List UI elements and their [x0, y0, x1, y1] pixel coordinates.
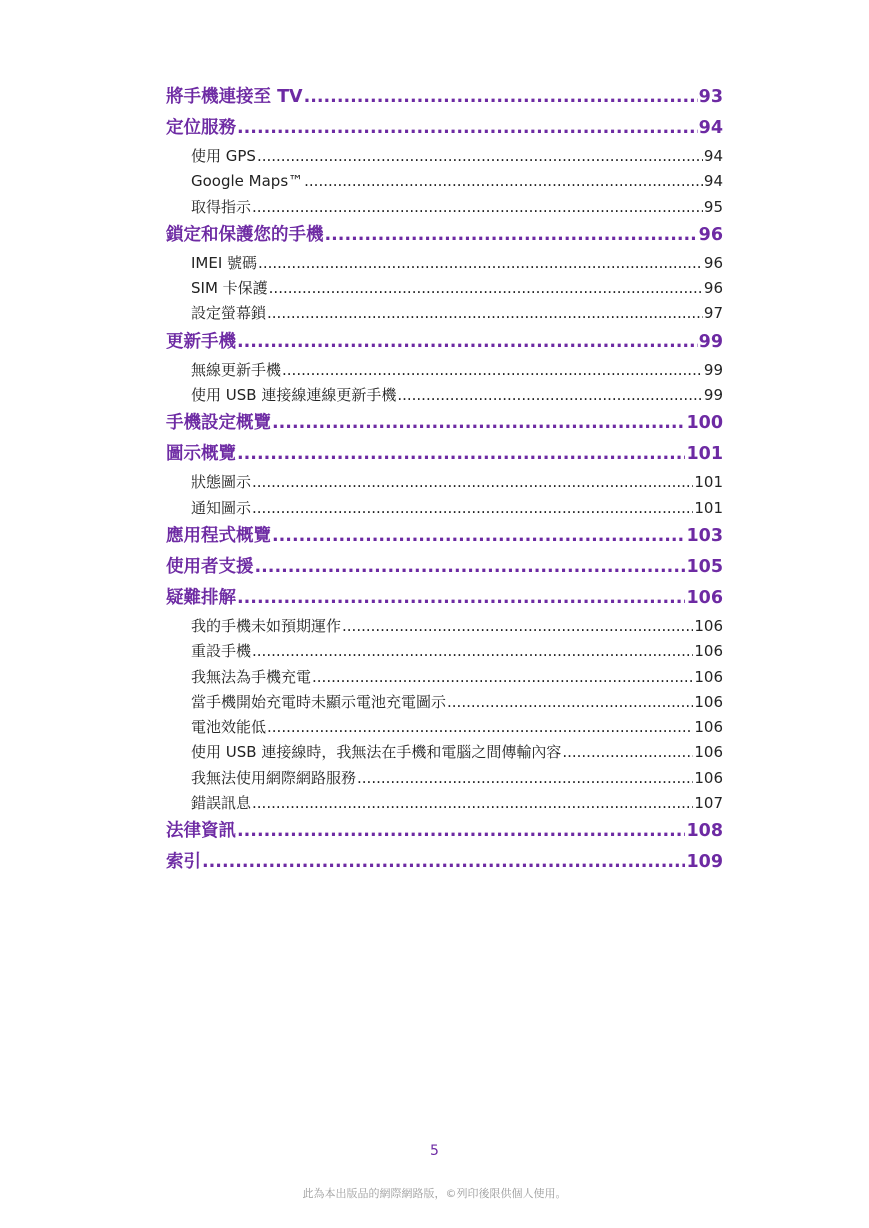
toc-section-entry[interactable]: [166, 715, 723, 740]
toc-entry-page: 106: [694, 616, 723, 635]
toc-chapter-entry[interactable]: [166, 439, 723, 470]
dot-leader: [237, 439, 685, 470]
toc-section-entry[interactable]: [166, 766, 723, 791]
toc-entry-title: 使用 USB 連接線連線更新手機: [191, 386, 397, 405]
dot-leader: [202, 847, 685, 878]
toc-section-entry[interactable]: [166, 665, 723, 690]
toc-entry-page: 94: [698, 118, 723, 138]
toc-entry-page: 100: [686, 413, 723, 434]
toc-entry-title: 我無法使用網際網路服務: [191, 768, 357, 787]
toc-entry-title: 更新手機: [166, 331, 236, 352]
toc-entry-title: 手機設定概覽: [166, 413, 271, 434]
toc-entry-page: 101: [694, 498, 723, 517]
toc-entry-page: 101: [686, 444, 723, 465]
toc-entry-title: 錯誤訊息: [191, 794, 252, 813]
table-of-contents: [166, 82, 723, 878]
toc-entry-page: 106: [694, 642, 723, 661]
dot-leader: [237, 327, 698, 358]
dot-leader: [258, 251, 703, 276]
toc-entry-page: 96: [703, 279, 723, 298]
toc-section-entry[interactable]: [166, 639, 723, 664]
dot-leader: [357, 766, 693, 791]
toc-entry-title: 使用 USB 連接線時，我無法在手機和電腦之間傳輸內容: [191, 743, 562, 762]
dot-leader: [325, 220, 698, 251]
toc-entry-title: 將手機連接至 TV: [166, 87, 303, 107]
toc-entry-title: 鎖定和保護您的手機: [166, 224, 324, 245]
toc-chapter-entry[interactable]: [166, 82, 723, 113]
toc-entry-title: 我的手機未如預期運作: [191, 616, 342, 635]
toc-entry-page: 95: [703, 197, 723, 216]
toc-entry-page: 99: [703, 360, 723, 379]
toc-entry-page: 96: [703, 253, 723, 272]
toc-section-entry[interactable]: [166, 144, 723, 169]
dot-leader: [342, 614, 693, 639]
toc-entry-title: 電池效能低: [191, 718, 267, 737]
toc-entry-title: 重設手機: [191, 642, 252, 661]
toc-section-entry[interactable]: [166, 383, 723, 408]
toc-entry-title: 定位服務: [166, 118, 236, 138]
toc-entry-page: 106: [694, 743, 723, 762]
toc-section-entry[interactable]: [166, 301, 723, 326]
page-number: 5: [430, 1143, 439, 1159]
toc-section-entry[interactable]: [166, 690, 723, 715]
dot-leader: [269, 276, 703, 301]
dot-leader: [252, 639, 693, 664]
toc-section-entry[interactable]: [166, 470, 723, 495]
toc-chapter-entry[interactable]: [166, 552, 723, 583]
dot-leader: [267, 301, 703, 326]
toc-section-entry[interactable]: [166, 195, 723, 220]
toc-entry-title: 狀態圖示: [191, 473, 252, 492]
dot-leader: [252, 496, 693, 521]
dot-leader: [272, 521, 685, 552]
toc-entry-page: 109: [686, 852, 723, 873]
toc-entry-page: 94: [703, 147, 723, 165]
toc-entry-title: 索引: [166, 852, 201, 873]
toc-entry-title: 當手機開始充電時未顯示電池充電圖示: [191, 692, 447, 711]
dot-leader: [267, 715, 693, 740]
dot-leader: [562, 740, 693, 765]
toc-entry-page: 106: [686, 587, 723, 608]
toc-entry-title: Google Maps™: [191, 172, 304, 191]
dot-leader: [257, 144, 703, 169]
toc-entry-title: 使用者支援: [166, 556, 254, 577]
footer-note: 此為本出版品的網際網路版，©列印後限供個人使用。: [302, 1187, 567, 1200]
toc-section-entry[interactable]: [166, 740, 723, 765]
toc-entry-title: 圖示概覽: [166, 444, 236, 465]
toc-entry-page: 99: [698, 331, 723, 352]
dot-leader: [397, 383, 703, 408]
dot-leader: [252, 195, 703, 220]
toc-chapter-entry[interactable]: [166, 327, 723, 358]
toc-chapter-entry[interactable]: [166, 521, 723, 552]
toc-chapter-entry[interactable]: [166, 583, 723, 614]
toc-entry-page: 106: [694, 718, 723, 737]
toc-entry-page: 94: [703, 172, 723, 191]
toc-section-entry[interactable]: [166, 358, 723, 383]
toc-entry-page: 96: [698, 224, 723, 245]
toc-entry-title: 應用程式概覽: [166, 525, 271, 546]
toc-entry-page: 105: [686, 556, 723, 577]
toc-entry-page: 106: [694, 692, 723, 711]
toc-entry-page: 99: [703, 386, 723, 405]
toc-section-entry[interactable]: [166, 791, 723, 816]
toc-chapter-entry[interactable]: [166, 220, 723, 251]
dot-leader: [255, 552, 686, 583]
dot-leader: [272, 408, 685, 439]
toc-entry-title: SIM 卡保護: [191, 279, 268, 298]
toc-entry-title: 疑難排解: [166, 587, 236, 608]
toc-section-entry[interactable]: [166, 276, 723, 301]
toc-entry-page: 108: [686, 821, 723, 842]
dot-leader: [282, 358, 703, 383]
dot-leader: [304, 82, 698, 113]
dot-leader: [252, 470, 693, 495]
dot-leader: [237, 583, 685, 614]
toc-entry-page: 103: [686, 525, 723, 546]
toc-entry-title: 通知圖示: [191, 498, 252, 517]
toc-chapter-entry[interactable]: [166, 113, 723, 144]
dot-leader: [447, 690, 693, 715]
toc-entry-title: 無線更新手機: [191, 360, 282, 379]
toc-entry-page: 97: [703, 304, 723, 323]
toc-chapter-entry[interactable]: [166, 816, 723, 847]
toc-entry-title: 設定螢幕鎖: [191, 304, 267, 323]
toc-entry-title: 法律資訊: [166, 821, 236, 842]
dot-leader: [252, 791, 693, 816]
dot-leader: [312, 665, 693, 690]
toc-entry-page: 106: [694, 667, 723, 686]
dot-leader: [304, 169, 703, 194]
toc-entry-page: 93: [698, 87, 723, 107]
toc-entry-title: 取得指示: [191, 197, 252, 216]
toc-section-entry[interactable]: [166, 496, 723, 521]
toc-section-entry[interactable]: [166, 614, 723, 639]
toc-entry-page: 107: [694, 794, 723, 813]
toc-section-entry[interactable]: [166, 169, 723, 194]
toc-section-entry[interactable]: [166, 251, 723, 276]
toc-entry-title: 我無法為手機充電: [191, 667, 312, 686]
toc-chapter-entry[interactable]: [166, 847, 723, 878]
toc-chapter-entry[interactable]: [166, 408, 723, 439]
dot-leader: [237, 816, 685, 847]
toc-entry-page: 106: [694, 768, 723, 787]
dot-leader: [237, 113, 698, 144]
toc-entry-title: IMEI 號碼: [191, 253, 258, 272]
toc-entry-page: 101: [694, 473, 723, 492]
toc-entry-title: 使用 GPS: [191, 147, 256, 165]
